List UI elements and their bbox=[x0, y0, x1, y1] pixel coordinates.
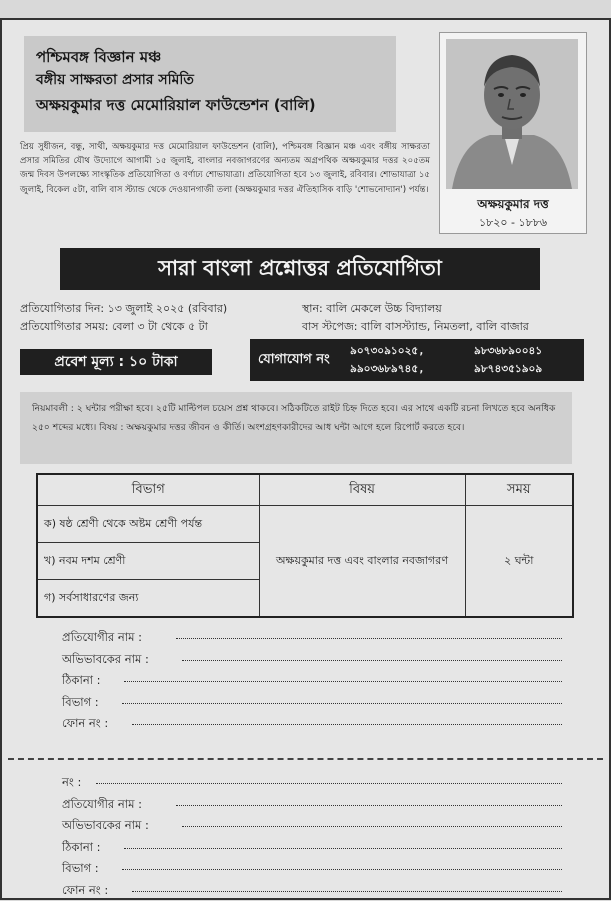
table-row bbox=[37, 506, 573, 543]
participant-name-label: প্রতিযোগীর নাম : bbox=[62, 629, 142, 648]
rules-text: নিয়মাবলী : ২ ঘন্টার পরীক্ষা হবে। ২৫টি মাল্টিপল চয়েস প্রশ্ন থাকবে। সঠিকটিতে রাইট চিহ্ন দিতে হবে। এর সাথে একটি রচনা লিখতে হবে অনধিক ২৫০ শব্দের মধ্যে। বিষয় : অক্ষয়কুমার দত্তর জীবন ও কীর্তি। অংশগ্রহণকারীদের আধ ঘন্টা আগে হলে রিপোর্ট করতে হবে। bbox=[32, 400, 572, 437]
duration-cell: ২ ঘন্টা bbox=[465, 506, 573, 618]
header-time: সময় bbox=[465, 474, 573, 506]
category-label: বিভাগ : bbox=[62, 860, 99, 879]
phone-label: ফোন নং : bbox=[62, 882, 108, 901]
phone-field[interactable] bbox=[132, 724, 562, 725]
address-field[interactable] bbox=[124, 681, 562, 682]
form-row bbox=[62, 858, 562, 880]
form-row bbox=[62, 713, 562, 735]
competition-time: প্রতিযোগিতার সময়: বেলা ৩ টা থেকে ৫ টা bbox=[20, 318, 208, 337]
participant-name-field[interactable] bbox=[176, 638, 562, 639]
contact-box bbox=[250, 339, 584, 381]
receipt-form bbox=[62, 772, 562, 901]
organizer-name-2: বঙ্গীয় সাক্ষরতা প্রসার সমিতি bbox=[36, 68, 194, 92]
form-row bbox=[62, 627, 562, 649]
participant-name-label: প্রতিযোগীর নাম : bbox=[62, 796, 142, 815]
contact-number: ৯০৭৩০৯১০২৫, bbox=[350, 344, 425, 361]
guardian-name-label: অভিভাবকের নাম : bbox=[62, 651, 149, 670]
subject-cell: অক্ষয়কুমার দত্ত এবং বাংলার নবজাগরণ bbox=[259, 506, 465, 618]
flyer-sheet bbox=[0, 18, 611, 900]
category-cell: খ) নবম দশম শ্রেণী bbox=[37, 543, 259, 580]
category-field[interactable] bbox=[122, 869, 562, 870]
contact-number: ৯৯০৩৬৮৯৭৪৫, bbox=[350, 362, 425, 379]
portrait-photo bbox=[446, 39, 578, 189]
contact-label: যোগাযোগ নং bbox=[258, 339, 330, 381]
guardian-name-field[interactable] bbox=[182, 660, 562, 661]
serial-number-label: নং : bbox=[62, 774, 81, 793]
address-label: ঠিকানা : bbox=[62, 672, 101, 691]
bus-stoppage: বাস স্টপেজ: বালি বাসস্ট্যান্ড, নিমতলা, বালি বাজার bbox=[302, 318, 529, 337]
event-title-banner: সারা বাংলা প্রশ্নোত্তর প্রতিযোগিতা bbox=[60, 248, 540, 290]
contact-number: ৯৮৩৬৮৯০০৪১ bbox=[474, 344, 542, 361]
category-table bbox=[36, 473, 574, 618]
organizer-name-3: অক্ষয়কুমার দত্ত মেমোরিয়াল ফাউন্ডেশন (বালি) bbox=[36, 94, 316, 119]
form-row bbox=[62, 794, 562, 816]
category-label: বিভাগ : bbox=[62, 694, 99, 713]
portrait-caption-years: ১৮২০ - ১৮৮৬ bbox=[440, 214, 586, 233]
portrait-frame bbox=[439, 32, 587, 234]
header-subject: বিষয় bbox=[259, 474, 465, 506]
category-cell: গ) সর্বসাধারণের জন্য bbox=[37, 580, 259, 618]
portrait-caption-name: অক্ষয়কুমার দত্ত bbox=[440, 196, 586, 216]
form-row bbox=[62, 815, 562, 837]
guardian-name-field[interactable] bbox=[182, 826, 562, 827]
form-row bbox=[62, 880, 562, 901]
address-field[interactable] bbox=[124, 848, 562, 849]
competition-venue: স্থান: বালি মেকলে উচ্চ বিদ্যালয় bbox=[302, 300, 442, 319]
rules-box bbox=[20, 392, 572, 464]
intro-paragraph: প্রিয় সুধীজন, বন্ধু, সাথী, অক্ষয়কুমার দত্ত মেমোরিয়াল ফাউন্ডেশন (বালি), পশ্চিমবঙ্গ বিজ্ঞান মঞ্চ এবং বঙ্গীয় সাক্ষরতা প্রসার সমিতির যৌথ উদ্যোগে আগামী ১৫ জুলাই, বাংলার নবজাগরণের অন্যতম অগ্রপথিক অক্ষয়কুমার দত্তর ২০৫তম জন্ম দিবস উপলক্ষ্যে সাংস্কৃতিক প্রতিযোগিতা ও বর্ণাঢ্য শোভাযাত্রা। প্রতিযোগিতা হবে ১৩ জুলাই, রবিবার। শোভাযাত্রা ১৫ জুলাই, বিকেল ৫টা, বালি বাস স্ট্যান্ড থেকে দেওয়ানগাজী তলা (অক্ষয়কুমার দত্তর ঐতিহাসিক বাড়ি 'শোভনোদ্যান') পর্যন্ত। bbox=[20, 140, 430, 197]
phone-label: ফোন নং : bbox=[62, 715, 108, 734]
header-category: বিভাগ bbox=[37, 474, 259, 506]
registration-form bbox=[62, 627, 562, 735]
guardian-name-label: অভিভাবকের নাম : bbox=[62, 817, 149, 836]
organizer-name-1: পশ্চিমবঙ্গ বিজ্ঞান মঞ্চ bbox=[36, 46, 161, 71]
form-row bbox=[62, 837, 562, 859]
category-field[interactable] bbox=[122, 703, 562, 704]
form-row bbox=[62, 670, 562, 692]
organizer-box bbox=[24, 36, 396, 132]
serial-number-field[interactable] bbox=[96, 783, 562, 784]
category-cell: ক) ষষ্ঠ শ্রেণী থেকে অষ্টম শ্রেণী পর্যন্ত bbox=[37, 506, 259, 543]
phone-field[interactable] bbox=[132, 891, 562, 892]
participant-name-field[interactable] bbox=[176, 805, 562, 806]
entry-fee-badge: প্রবেশ মূল্য : ১০ টাকা bbox=[20, 349, 212, 375]
portrait-illustration bbox=[446, 39, 578, 189]
form-row bbox=[62, 772, 562, 794]
form-row bbox=[62, 649, 562, 671]
contact-number: ৯৮৭৪৩৫১৯০৯ bbox=[474, 362, 542, 379]
form-row bbox=[62, 692, 562, 714]
table-header-row bbox=[37, 474, 573, 506]
address-label: ঠিকানা : bbox=[62, 839, 101, 858]
competition-date: প্রতিযোগিতার দিন: ১৩ জুলাই ২০২৫ (রবিবার) bbox=[20, 300, 227, 319]
cut-line bbox=[8, 758, 603, 760]
